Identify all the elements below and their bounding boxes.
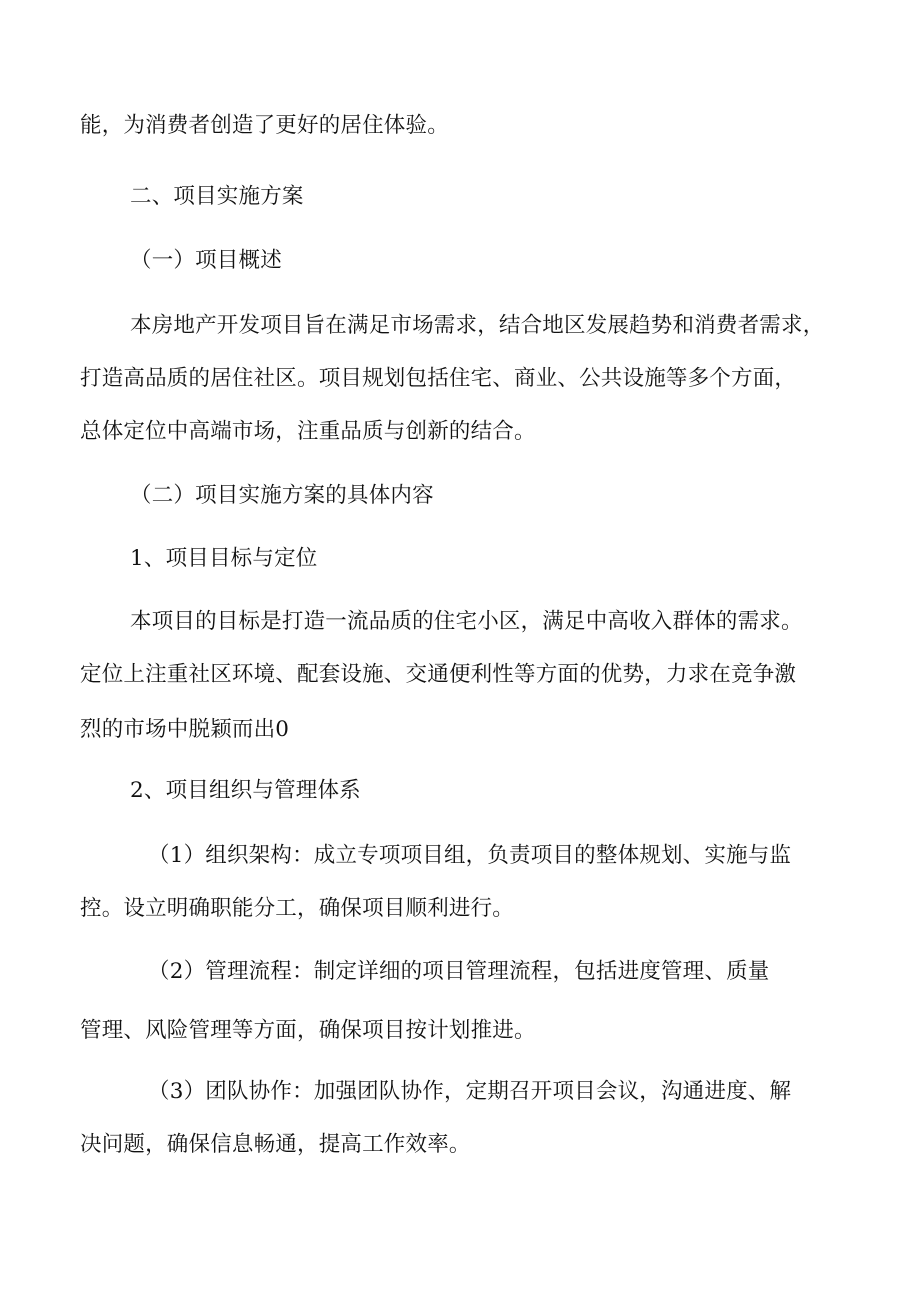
subsection-heading: （一）项目概述 [130,248,282,273]
paragraph-line: 烈的市场中脱颖而出0 [80,717,290,742]
paragraph-line: （1）组织架构：成立专项项目组，负责项目的整体规划、实施与监 [148,843,792,868]
paragraph-line: 决问题，确保信息畅通，提高工作效率。 [80,1132,471,1157]
paragraph-line: 控。设立明确职能分工，确保项目顺利进行。 [80,896,515,921]
paragraph-line: 定位上注重社区环境、配套设施、交通便利性等方面的优势，力求在竞争激 [80,662,797,687]
paragraph-line: 打造高品质的居住社区。项目规划包括住宅、商业、公共设施等多个方面， [80,366,797,391]
item-heading: 2、项目组织与管理体系 [130,778,361,803]
subsection-heading: （二）项目实施方案的具体内容 [130,483,434,508]
item-heading: 1、项目目标与定位 [130,546,318,571]
section-heading: 二、项目实施方案 [130,184,304,209]
paragraph-line: 总体定位中高端市场，注重品质与创新的结合。 [80,419,536,444]
paragraph-line: （2）管理流程：制定详细的项目管理流程，包括进度管理、质量 [148,959,770,984]
paragraph-line: 本项目的目标是打造一流品质的住宅小区，满足中高收入群体的需求。 [130,609,803,634]
paragraph-line: 管理、风险管理等方面，确保项目按计划推进。 [80,1018,536,1043]
paragraph-line: 本房地产开发项目旨在满足市场需求，结合地区发展趋势和消费者需求， [130,313,825,338]
paragraph-line: （3）团队协作：加强团队协作，定期召开项目会议，沟通进度、解 [148,1079,792,1104]
paragraph-line: 能，为消费者创造了更好的居住体验。 [80,113,449,138]
